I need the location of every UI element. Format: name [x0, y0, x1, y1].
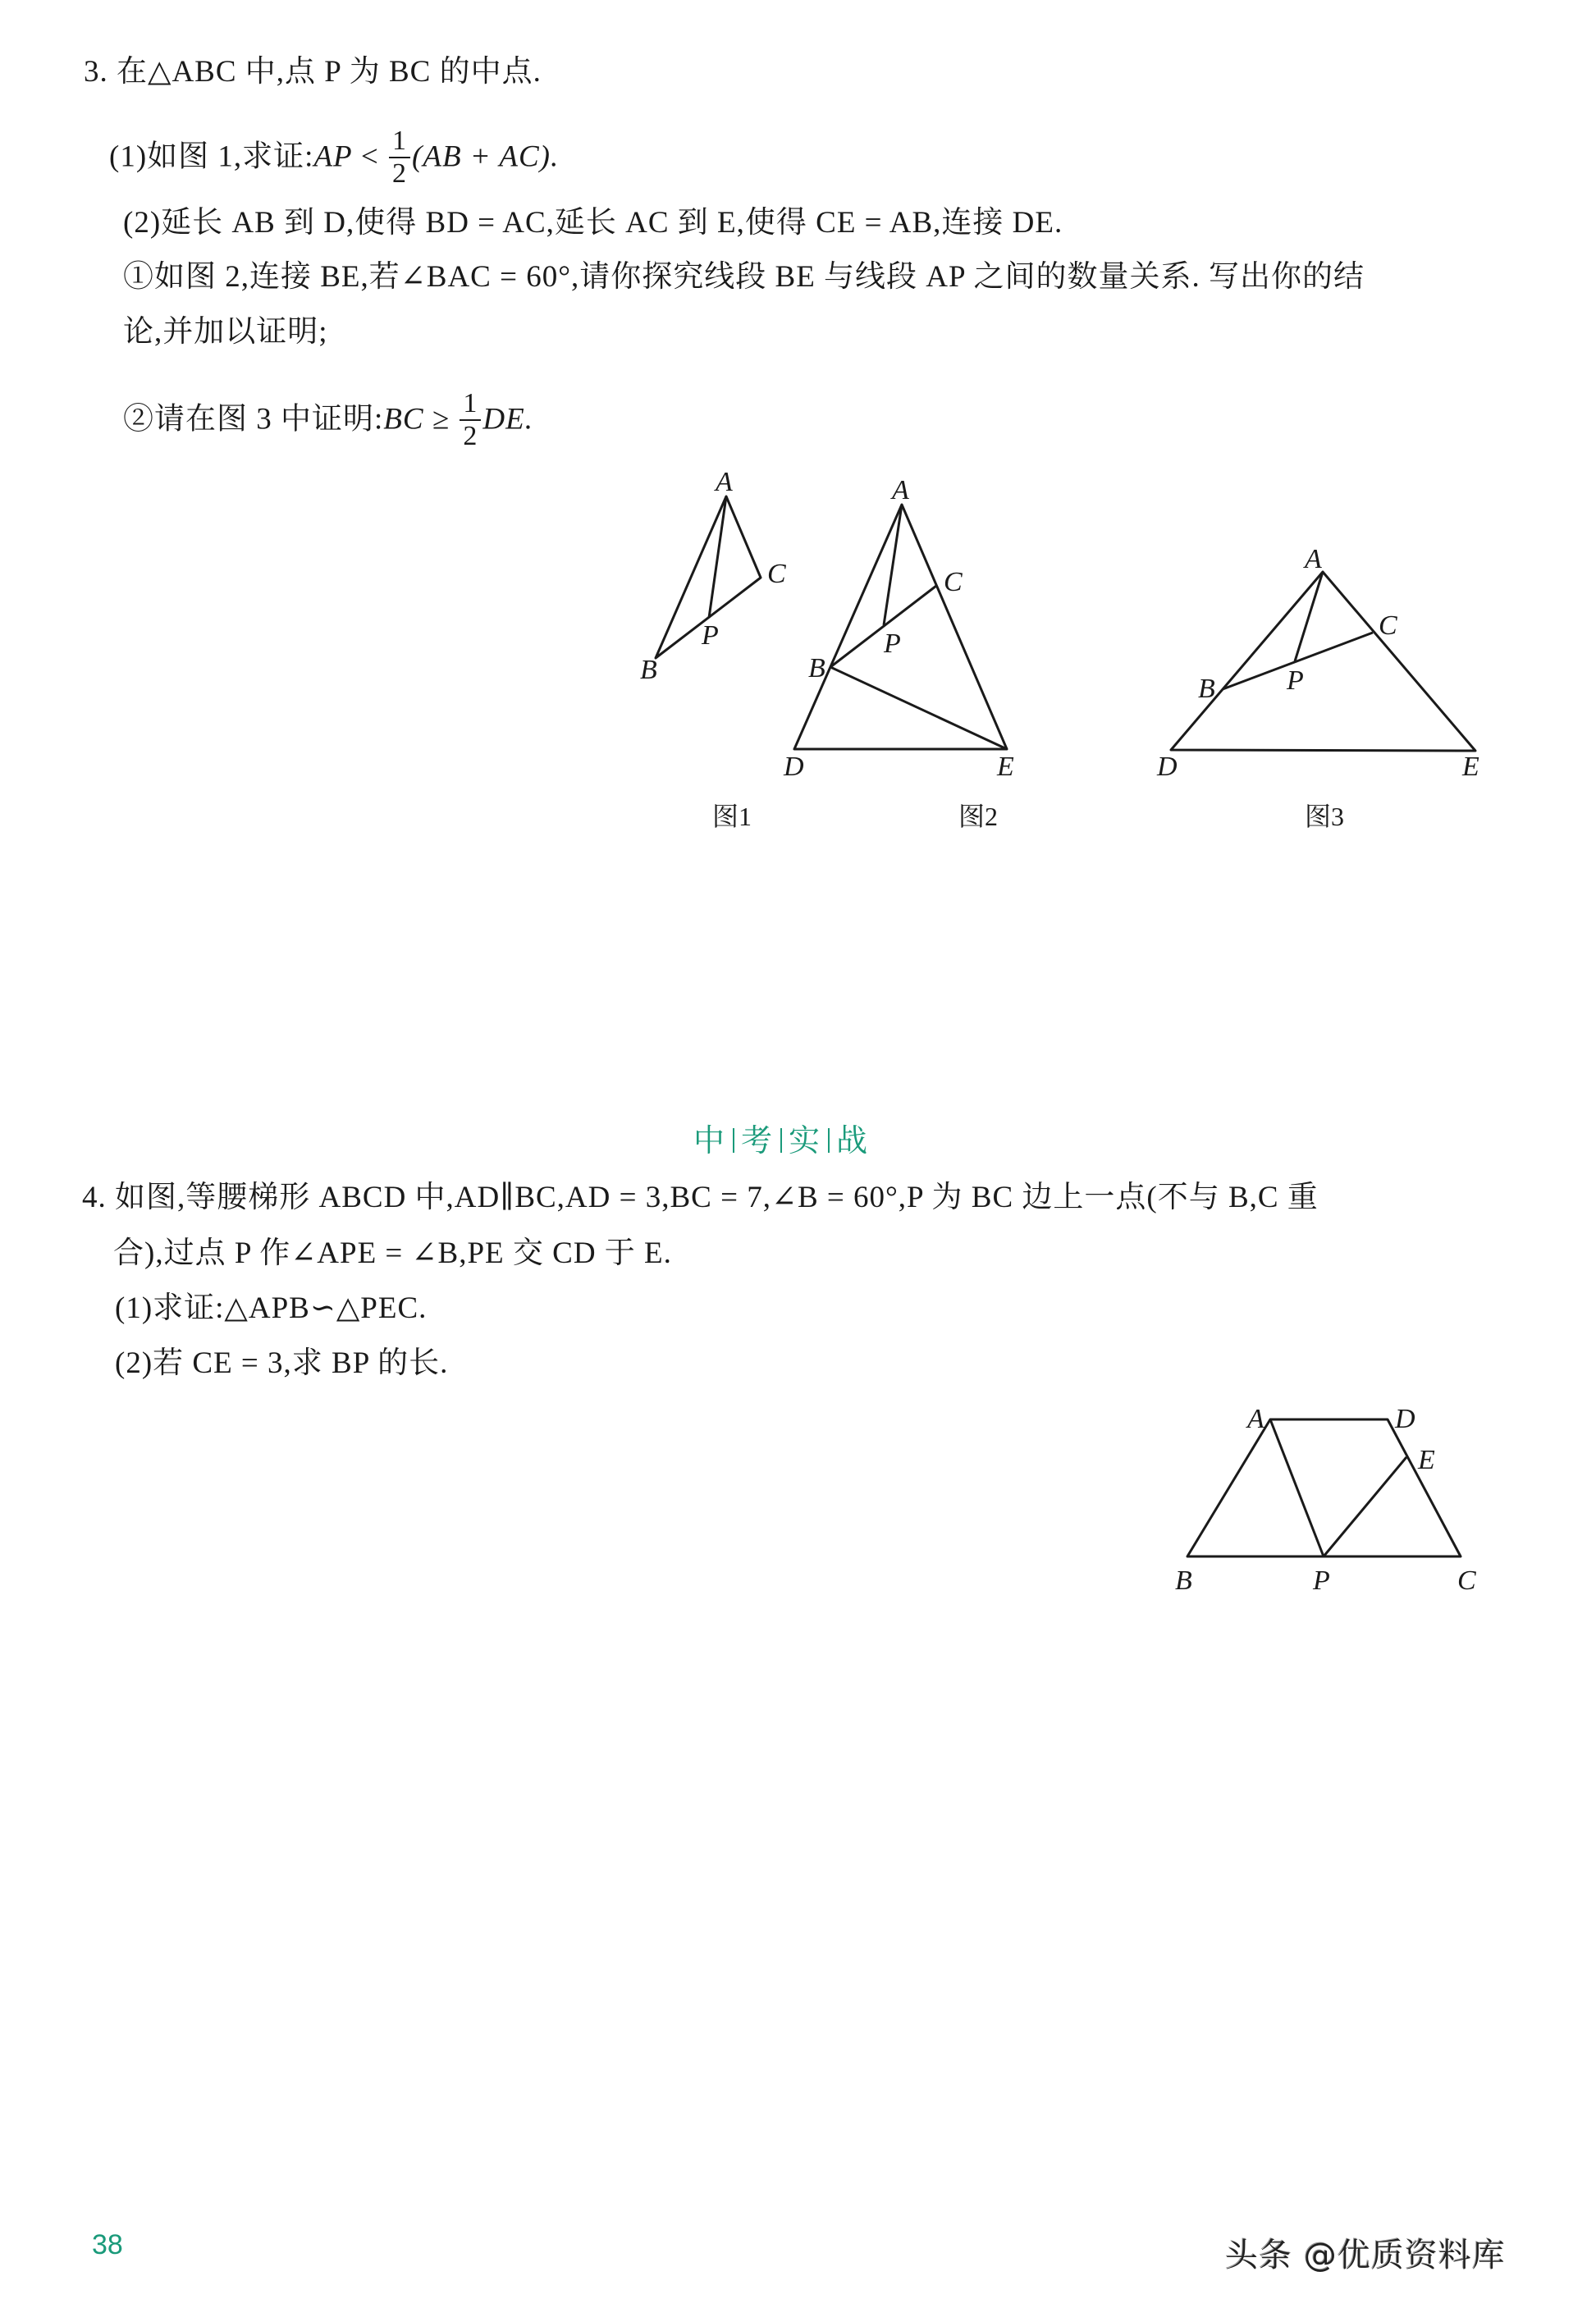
- figure-2-triangle: [794, 505, 1007, 749]
- fig2-label-a: A: [892, 475, 909, 505]
- fig3-label-a: A: [1305, 544, 1322, 574]
- fig4-label-b: B: [1175, 1565, 1192, 1596]
- fig1-label-c: C: [767, 559, 786, 589]
- q4-stem-line2: 合),过点 P 作∠APE = ∠B,PE 交 CD 于 E.: [113, 1236, 672, 1270]
- q4-stem-line1: 4. 如图,等腰梯形 ABCD 中,AD∥BC,AD = 3,BC = 7,∠B = 60°,P 为 BC 边上一点(不与 B,C 重: [82, 1181, 1319, 1214]
- fig1-label-p: P: [702, 620, 719, 651]
- fraction-denominator: 2: [392, 158, 408, 189]
- q3-part2-sub2-prefix: ②请在图 3 中证明:: [123, 402, 384, 436]
- fig2-label-b: B: [808, 653, 825, 683]
- fraction-denominator: 2: [463, 421, 478, 451]
- section-char: 考: [741, 1122, 775, 1159]
- fraction-numerator: 1: [389, 126, 410, 158]
- section-char: 战: [836, 1122, 870, 1159]
- q3-part1-math-sum: (AB + AC).: [412, 139, 560, 174]
- section-char: 中: [693, 1122, 727, 1159]
- section-title-zhongkao-shizhan: [693, 1122, 869, 1159]
- fig2-label-p: P: [884, 628, 901, 659]
- fig4-label-d: D: [1395, 1404, 1415, 1434]
- q3-stem: 3. 在△ABC 中,点 P 为 BC 的中点.: [84, 55, 542, 89]
- q4-part1: (1)求证:△APB∽△PEC.: [115, 1291, 428, 1325]
- section-char: 实: [789, 1122, 822, 1159]
- fig3-label-e: E: [1462, 752, 1479, 782]
- fig1-caption: 图1: [712, 802, 752, 831]
- fig3-label-c: C: [1379, 610, 1397, 641]
- q3-part2-sub2-math: BC ≥: [383, 402, 459, 436]
- q3-part2-sub1-line1: ①如图 2,连接 BE,若∠BAC = 60°,请你探究线段 BE 与线段 AP 之间的数量关系. 写出你的结: [123, 260, 1365, 294]
- q3-part1-math: AP: [313, 139, 353, 174]
- fig3-label-d: D: [1157, 752, 1178, 782]
- figure-4-trapezoid: [1187, 1419, 1461, 1556]
- fig3-label-p: P: [1287, 665, 1304, 696]
- q4-part2: (2)若 CE = 3,求 BP 的长.: [115, 1346, 449, 1380]
- separator: [828, 1128, 830, 1153]
- fig4-label-c: C: [1457, 1565, 1476, 1596]
- q3-part1-lt: <: [352, 139, 388, 174]
- separator: [733, 1128, 734, 1153]
- fig1-label-b: B: [640, 655, 657, 685]
- fig3-label-b: B: [1198, 674, 1215, 704]
- fig2-label-e: E: [997, 752, 1014, 782]
- fig4-label-a: A: [1247, 1404, 1264, 1434]
- figure-3-triangle: [1171, 572, 1475, 751]
- fig3-caption: 图3: [1305, 802, 1345, 831]
- fig1-label-a: A: [716, 467, 733, 497]
- q3-part2: (2)延长 AB 到 D,使得 BD = AC,延长 AC 到 E,使得 CE = AB,连接 DE.: [123, 206, 1063, 240]
- fig4-label-e: E: [1418, 1445, 1435, 1475]
- fraction-numerator: 1: [460, 388, 481, 421]
- fig2-label-d: D: [784, 752, 804, 782]
- q3-part2-sub1-line2: 论,并加以证明;: [123, 315, 328, 349]
- q3-part2-sub2-math-de: DE.: [482, 402, 533, 436]
- separator: [780, 1128, 782, 1153]
- watermark: 头条 @优质资料库: [1225, 2237, 1506, 2274]
- page-number: 38: [92, 2229, 123, 2260]
- q3-part1-prefix: (1)如图 1,求证:: [109, 139, 314, 174]
- fig2-caption: 图2: [958, 802, 999, 831]
- fig4-label-p: P: [1313, 1565, 1330, 1596]
- fig2-label-c: C: [944, 567, 963, 597]
